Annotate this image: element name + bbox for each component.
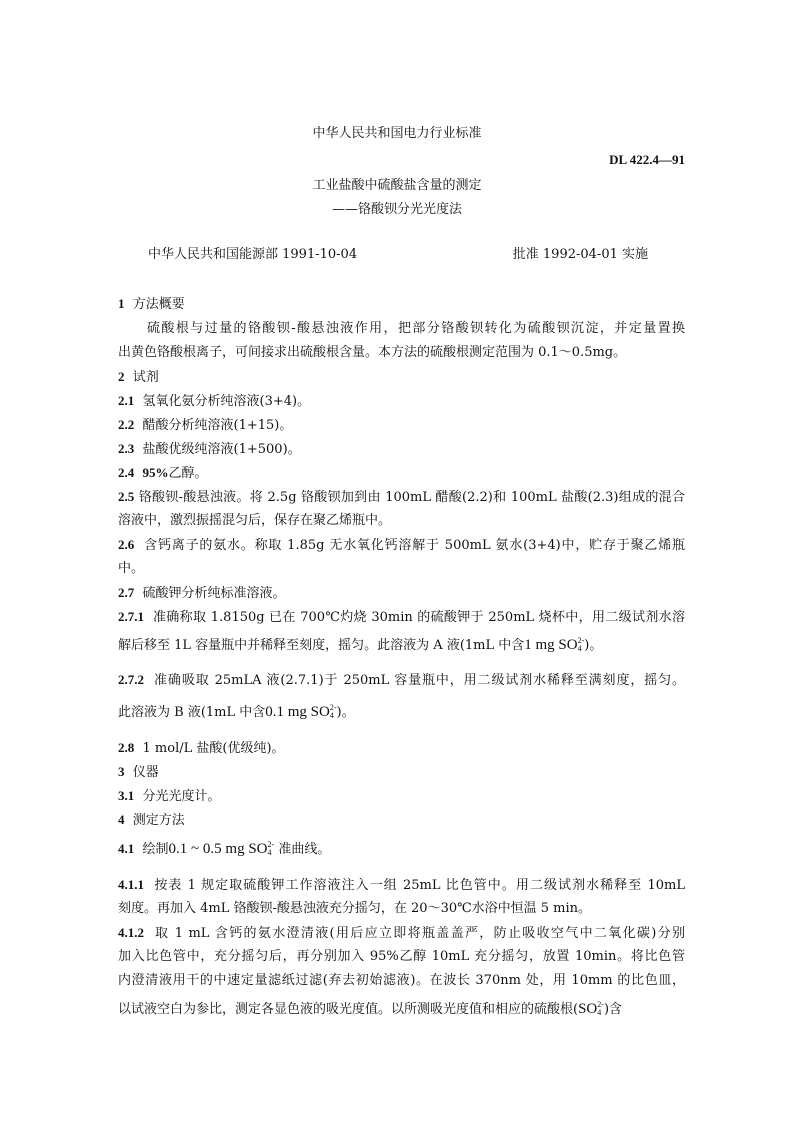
item-text: 按表 1 规定取硫酸钾工作溶液注入一组 25mL 比色管中。用二级试剂水稀释至 10mL	[154, 878, 686, 893]
item-text: 取 1 mL 含钙的氨水澄清液(用后应立即将瓶盖盖严，防止吸收空气中二氧化碳)分别	[154, 926, 685, 941]
section-1-heading	[118, 296, 185, 313]
section-title: 试剂	[132, 370, 159, 385]
formula-subscript: 4	[597, 1008, 602, 1017]
item-2-3	[118, 441, 301, 458]
item-number: 2.7.1	[118, 609, 144, 624]
item-2-6-cont: 中。	[118, 561, 145, 576]
item-text: 硫酸钾分析纯标准溶液。	[142, 586, 286, 601]
section-2-heading	[118, 369, 159, 386]
issuer-line	[148, 247, 357, 263]
formula-text: 0.1 ~ 0.5 mg SO	[168, 841, 268, 857]
item-text: )。	[336, 705, 355, 720]
item-number: 2.4	[118, 465, 135, 480]
formula-so4	[169, 841, 275, 857]
section-title: 测定方法	[132, 813, 185, 828]
item-4-1-1	[118, 877, 685, 894]
item-text: )含	[603, 1002, 623, 1017]
formula-so4	[578, 1001, 604, 1017]
item-number: 4.1	[118, 841, 135, 856]
formula-subscript: 4	[329, 711, 334, 720]
item-text: 分光光度计。	[142, 789, 221, 804]
item-4-1-2	[118, 925, 685, 942]
section-title: 方法概要	[132, 297, 185, 312]
item-text: 准确称取 1.8150g 已在 700℃灼烧 30min 的硫酸钾于 250mL 烧杯中，用二级试剂水溶	[152, 610, 686, 625]
section-number: 1	[118, 296, 125, 311]
formula-so4	[524, 637, 584, 653]
item-2-8	[118, 740, 285, 757]
document-title: 工业盐酸中硫酸盐含量的测定	[312, 178, 482, 193]
item-4-1-2-cont	[118, 1001, 685, 1018]
item-text: 准曲线。	[278, 842, 331, 857]
formula-subscript: 4	[577, 644, 582, 653]
standard-code: DL 422.4—91	[609, 152, 685, 167]
item-number: 2.7.2	[118, 672, 144, 687]
section-title: 仪器	[132, 765, 159, 780]
item-3-1	[118, 788, 221, 805]
item-2-6	[118, 537, 685, 554]
item-4-1-2-cont: 内澄清液用干的中速定量滤纸过滤(弃去初始滤液)。在波长 370nm 处，用 10mm 的比色皿，	[118, 973, 685, 988]
formula-ion	[268, 841, 275, 857]
item-text: )。	[584, 638, 603, 653]
item-text: 氢氧化氨分析纯溶液(3+4)。	[142, 394, 311, 409]
issuer-text: 中华人民共和国能源部 1991-10-04	[148, 247, 358, 262]
section-number: 3	[118, 764, 125, 779]
item-4-1-1-cont: 刻度。再加入 4mL 铬酸钡-酸悬浊液充分摇匀，在 20～30℃水浴中恒温 5 min。	[118, 901, 592, 916]
formula-charge: 2-	[267, 840, 275, 849]
item-number: 4.1.2	[118, 925, 144, 940]
section-number: 2	[118, 369, 125, 384]
approve-line: 批准 1992-04-01 实施	[512, 247, 648, 262]
formula-ion	[597, 1001, 604, 1017]
section-3-heading	[118, 764, 159, 781]
item-2-7-1-cont	[118, 637, 602, 654]
item-number: 2.2	[118, 417, 135, 432]
item-2-7	[118, 585, 286, 602]
item-2-2	[118, 417, 292, 434]
item-text: 此溶液为 B 液(1mL 中含	[118, 705, 266, 720]
section-4-heading	[118, 812, 185, 829]
item-2-4	[118, 465, 208, 482]
item-number: 2.3	[118, 441, 135, 456]
item-2-7-2-cont	[118, 704, 355, 721]
item-text: 绘制	[142, 842, 169, 857]
header-org: 中华人民共和国电力行业标准	[312, 126, 482, 141]
formula-ion	[330, 704, 337, 720]
item-text: 铬酸钡-酸悬浊液。将 2.5g 铬酸钡加到由 100mL 醋酸(2.2)和 100mL 盐酸(2.3)组成的混合	[138, 490, 685, 505]
item-number: 3.1	[118, 788, 135, 803]
formula-so4	[265, 704, 336, 720]
formula-subscript: 4	[267, 848, 272, 857]
item-2-5-cont: 溶液中，激烈振摇混匀后，保存在聚乙烯瓶中。	[118, 513, 392, 528]
item-number: 2.7	[118, 585, 135, 600]
formula-text: 0.1 mg SO	[265, 704, 330, 720]
formula-charge: 2-	[577, 636, 585, 645]
item-4-1	[118, 841, 330, 858]
item-number: 4.1.1	[118, 877, 144, 892]
section-1-para-line: 硫酸根与过量的铬酸钡-酸悬浊液作用，把部分铬酸钡转化为硫酸钡沉淀，并定量置换	[147, 321, 685, 336]
formula-text: SO	[578, 1001, 598, 1017]
formula-charge: 2-	[597, 1000, 604, 1009]
item-text: 乙醇。	[168, 466, 208, 481]
item-percent: 95%	[142, 465, 169, 480]
formula-text: 1 mg SO	[524, 637, 578, 653]
item-text: 以试液空白为参比，测定各显色液的吸光度值。以所测吸光度值和相应的硫酸根(	[118, 1002, 579, 1017]
item-2-7-1	[118, 609, 685, 626]
item-text: 醋酸分析纯溶液(1+15)。	[142, 418, 293, 433]
item-2-7-2	[118, 672, 685, 689]
item-number: 2.1	[118, 393, 135, 408]
item-2-5	[118, 489, 685, 506]
item-text: 含钙离子的氨水。称取 1.85g 无水氧化钙溶解于 500mL 氨水(3+4)中，贮存于聚乙烯瓶	[144, 538, 685, 553]
item-text: 1 mol/L 盐酸(优级纯)。	[142, 741, 285, 756]
item-number: 2.5	[118, 489, 135, 504]
item-number: 2.6	[118, 537, 135, 552]
item-number: 2.8	[118, 740, 135, 755]
item-text: 解后移至 1L 容量瓶中并稀释至刻度，摇匀。此溶液为 A 液(1mL 中含	[118, 638, 525, 653]
item-text: 盐酸优级纯溶液(1+500)。	[142, 442, 301, 457]
item-4-1-2-cont: 加入比色管中，充分摇匀后，再分别加入 95%乙醇 10mL 充分摇匀，放置 10min。将比色管	[118, 949, 685, 964]
formula-charge: 2-	[329, 703, 337, 712]
item-2-1	[118, 393, 310, 410]
item-text: 准确吸取 25mLA 液(2.7.1)于 250mL 容量瓶中，用二级试剂水稀释至满刻度，摇匀。	[154, 673, 685, 688]
section-1-para-line: 出黄色铬酸根离子，可间接求出硫酸根含量。本方法的硫酸根测定范围为 0.1～0.5mg。	[118, 345, 627, 360]
section-number: 4	[118, 812, 125, 827]
document-subtitle: ——铬酸钡分光光度法	[331, 202, 462, 217]
